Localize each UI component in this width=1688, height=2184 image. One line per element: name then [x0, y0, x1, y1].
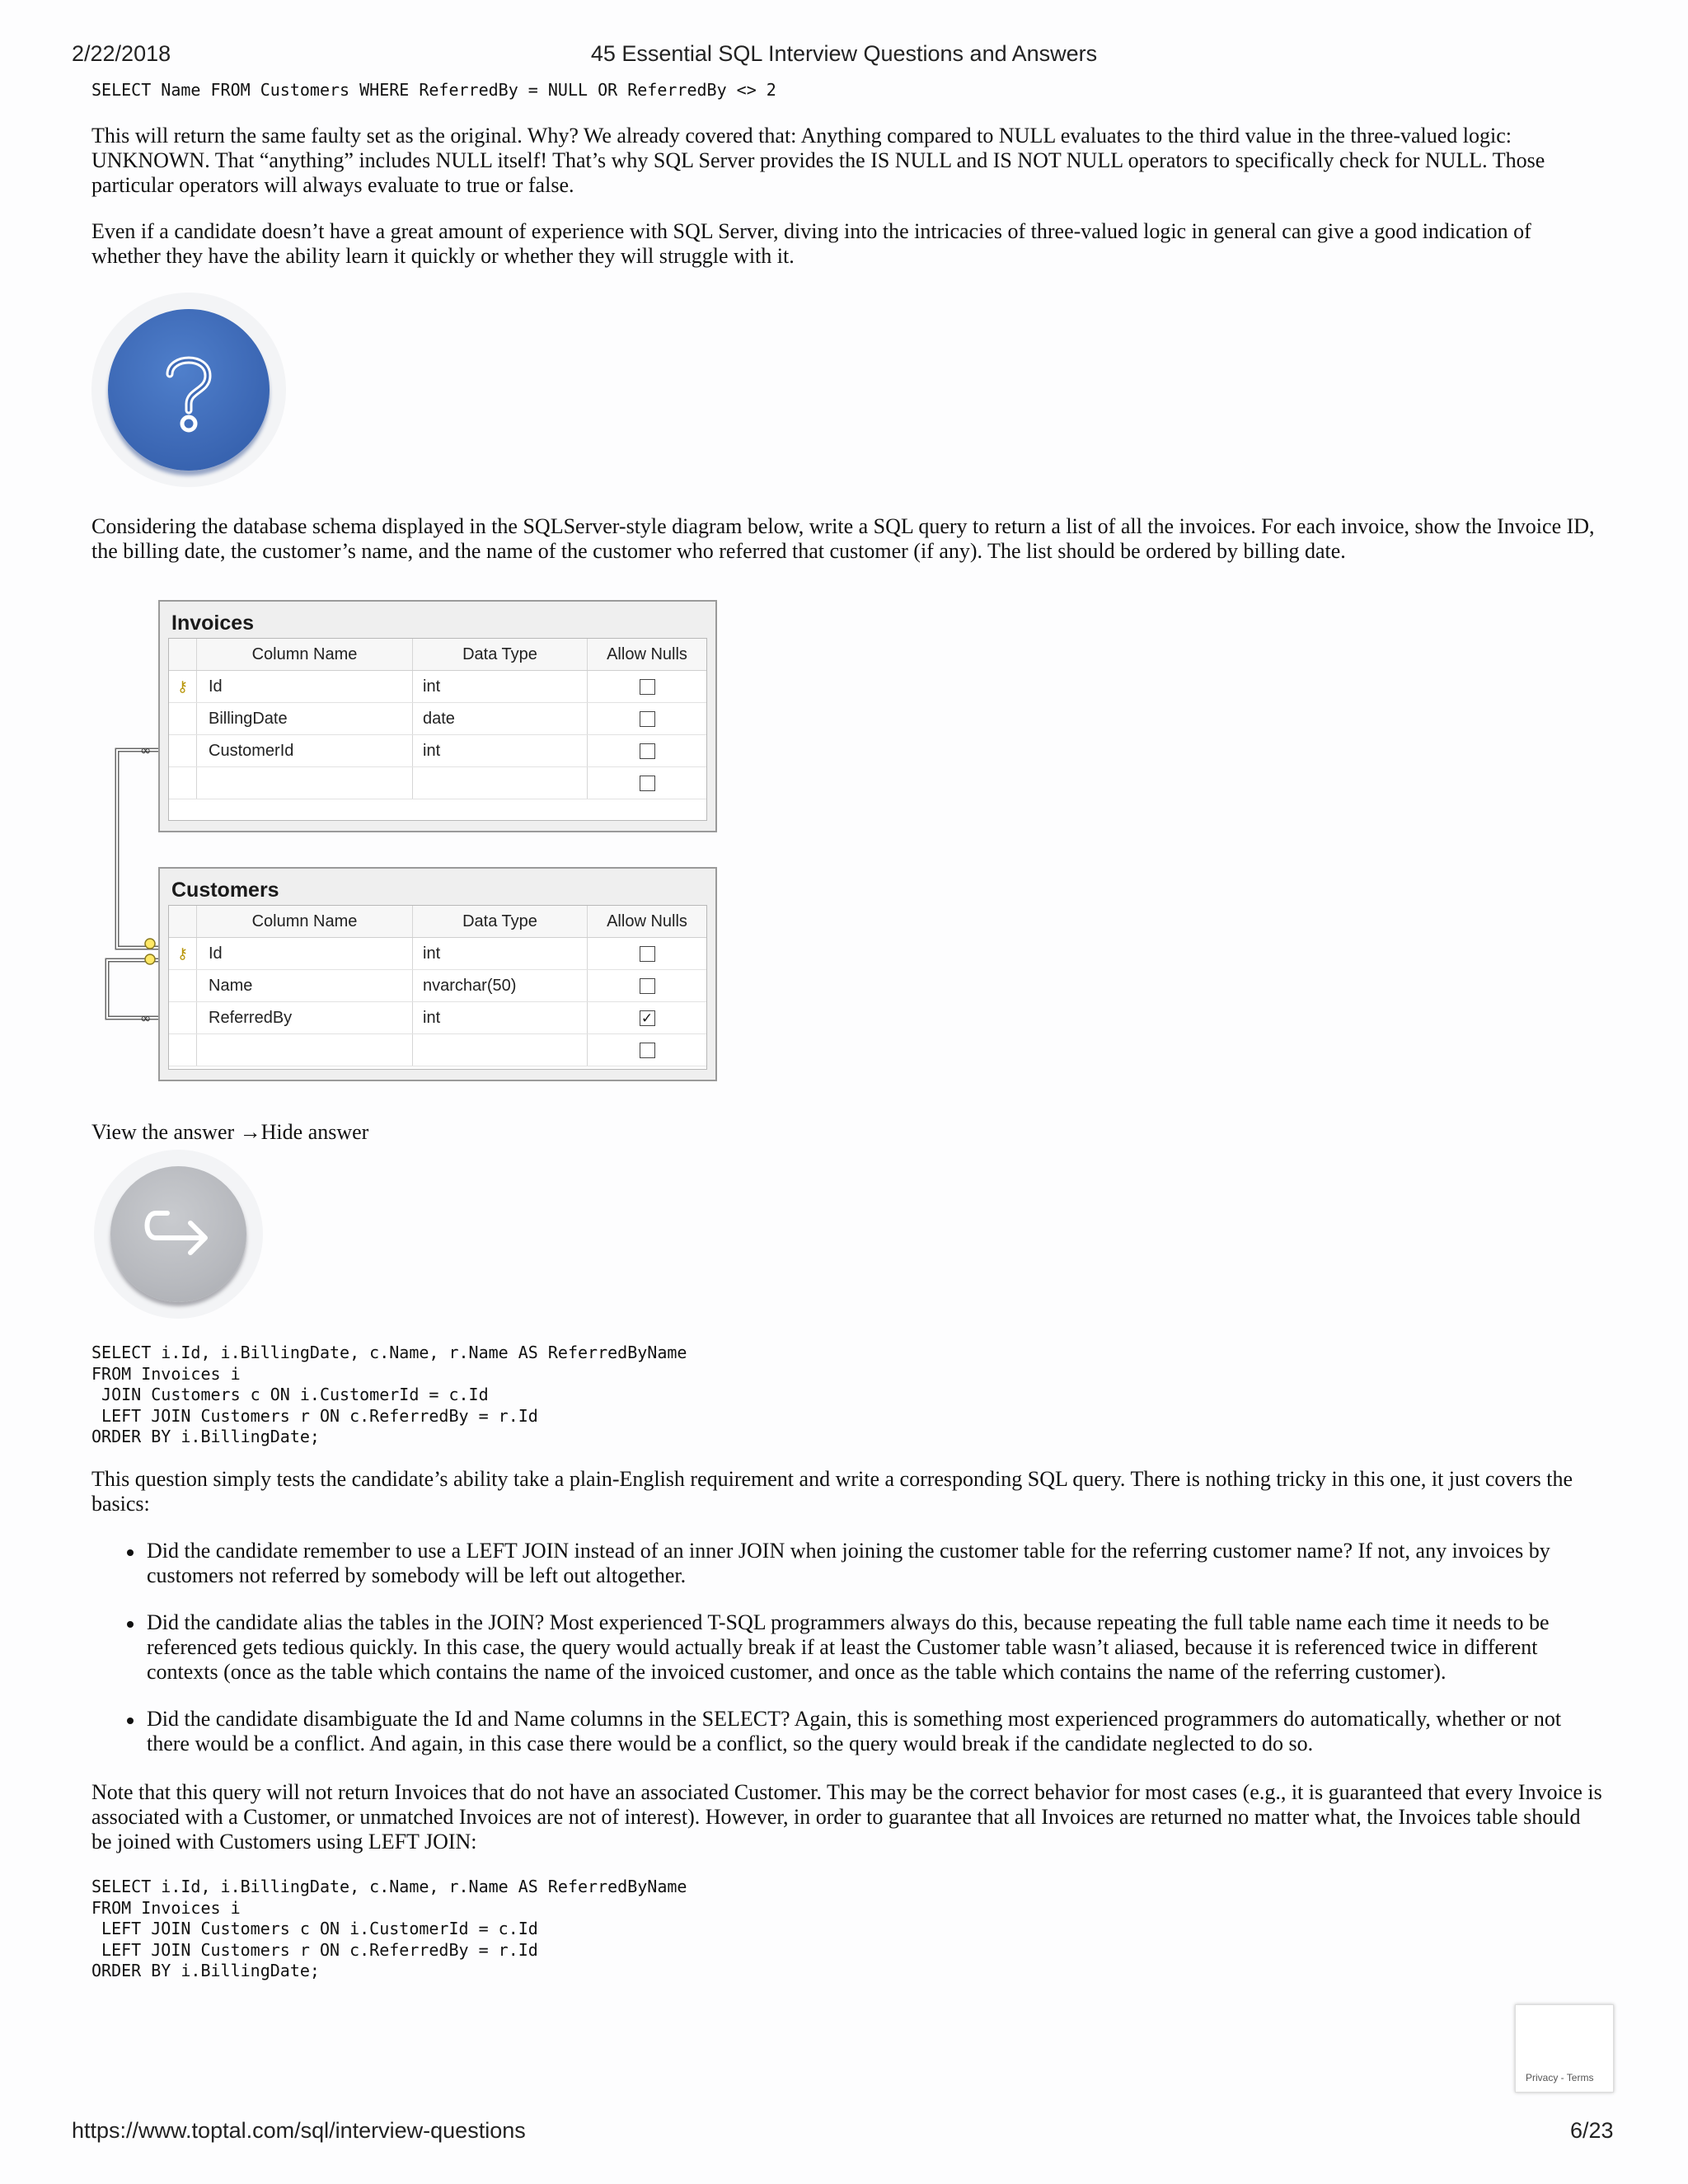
column-name-header: Column Name [197, 639, 413, 670]
data-type-cell: date [413, 703, 588, 734]
question-text: Considering the database schema displayed in the SQLServer-style diagram below, write a SQL query to return a list of all the invoices. For each invoice, show the Invoice ID, the billing date, the customer’s name, and the name of the customer who referred that customer (if any). The list should be ordered by billing date. [91, 514, 1595, 563]
invoices-grid [168, 638, 707, 821]
table-row [169, 938, 706, 970]
column-name-cell: ReferredBy [197, 1002, 413, 1033]
table-row [169, 735, 706, 767]
allow-nulls-checkbox [640, 1043, 655, 1058]
data-type-cell: nvarchar(50) [413, 970, 588, 1001]
footer-url: https://www.toptal.com/sql/interview-questions [72, 2118, 526, 2143]
data-type-cell: int [413, 671, 588, 702]
allow-nulls-header: Allow Nulls [607, 644, 687, 663]
answer-arrow-icon [138, 1202, 220, 1268]
answer-toggle-link[interactable]: View the answer →Hide answer [91, 1120, 369, 1144]
column-name-cell [197, 767, 413, 799]
paragraph-null-explanation: This will return the same faulty set as the original. Why? We already covered that: Anything compared to NULL evaluates to the third value in the three-valued logic: UNKNOWN. That “anything” includes NULL itself! That’s why SQL Server provides the IS NULL and IS NOT NULL operators to specifically check for NULL. Those particular operators will always evaluate to true or false. [91, 124, 1545, 197]
primary-key-icon: ⚷ [176, 944, 189, 962]
paragraph-three-valued-logic: Even if a candidate doesn’t have a great amount of experience with SQL Server, diving into the intricacies of three-valued logic in general can give a good indication of whether they have the ability learn it quickly or whether they will struggle with it. [91, 219, 1531, 268]
column-name-cell [197, 1034, 413, 1066]
table-row [169, 671, 706, 703]
page-number: 6/23 [1570, 2118, 1614, 2143]
table-row [169, 767, 706, 799]
list-item: Did the candidate alias the tables in the JOIN? Most experienced T-SQL programmers always do this, because repeating the full table name each time it needs to be referenced gets tedious quickly. In this case, the query would actually break if at least the Customer table wasn’t aliased, because it is referenced twice in different contexts (once as the table which contains the name of the invoiced customer, and once as the table which contains the name of the referring customer). [91, 1610, 1604, 1685]
column-name-cell: Id [197, 938, 413, 969]
column-name-cell: Name [197, 970, 413, 1001]
customers-table [158, 867, 717, 1081]
customers-table-title: Customers [171, 879, 279, 902]
invoices-table-title: Invoices [171, 612, 255, 635]
invoices-header-row [169, 639, 706, 671]
list-item: Did the candidate disambiguate the Id and Name columns in the SELECT? Again, this is something most experienced programmers do automatically, whether or not there would be a conflict. And again, in this case there would be a conflict, so the query would break if the candidate neglected to do so. [91, 1707, 1604, 1756]
column-name-header: Column Name [197, 906, 413, 937]
recaptcha-badge[interactable] [1515, 2004, 1614, 2093]
table-row [169, 1002, 706, 1034]
table-row [169, 703, 706, 735]
question-icon-badge [91, 293, 286, 487]
customers-header-row [169, 906, 706, 938]
allow-nulls-header: Allow Nulls [607, 912, 687, 930]
data-type-cell: int [413, 1002, 588, 1033]
data-type-cell [413, 1034, 588, 1066]
print-date: 2/22/2018 [72, 41, 171, 66]
table-row [169, 1034, 706, 1066]
svg-text:∞: ∞ [140, 743, 152, 758]
allow-nulls-checkbox-checked: ✓ [640, 1010, 655, 1026]
code-block-null-compare: SELECT Name FROM Customers WHERE ReferredBy = NULL OR ReferredBy <> 2 [91, 80, 776, 100]
recaptcha-privacy-terms[interactable]: Privacy - Terms [1526, 2072, 1594, 2083]
code-block-answer: SELECT i.Id, i.BillingDate, c.Name, r.Name AS ReferredByName FROM Invoices i JOIN Customers c ON i.CustomerId = c.Id LEFT JOIN Customers r ON c.ReferredBy = r.Id ORDER BY i.BillingDate; [91, 1343, 687, 1446]
data-type-cell: int [413, 938, 588, 969]
customers-grid [168, 905, 707, 1070]
page-title: 45 Essential SQL Interview Questions and Answers [590, 41, 1098, 66]
allow-nulls-checkbox [640, 978, 655, 994]
paragraph-left-join-note: Note that this query will not return Invoices that do not have an associated Customer. This may be the correct behavior for most cases (e.g., it is guaranteed that every Invoice is associated with a Customer, or unmatched Invoices are not of interest). However, in order to guarantee that all Invoices are returned no matter what, the Invoices table should be joined with Customers using LEFT JOIN: [91, 1780, 1602, 1854]
column-name-cell: Id [197, 671, 413, 702]
data-type-header: Data Type [413, 906, 588, 937]
schema-diagram [99, 598, 725, 1084]
allow-nulls-checkbox [640, 946, 655, 962]
code-block-left-join: SELECT i.Id, i.BillingDate, c.Name, r.Name AS ReferredByName FROM Invoices i LEFT JOIN Customers c ON i.CustomerId = c.Id LEFT JOIN Customers r ON c.ReferredBy = r.Id ORDER BY i.BillingDate; [91, 1877, 687, 1980]
data-type-cell: int [413, 735, 588, 766]
data-type-cell [413, 767, 588, 799]
allow-nulls-checkbox [640, 776, 655, 791]
data-type-header: Data Type [413, 639, 588, 670]
column-name-cell: BillingDate [197, 703, 413, 734]
answer-icon-badge [94, 1150, 263, 1319]
allow-nulls-checkbox [640, 743, 655, 759]
allow-nulls-checkbox [640, 711, 655, 727]
allow-nulls-checkbox [640, 679, 655, 695]
relationship-lines [99, 598, 165, 1084]
list-item: Did the candidate remember to use a LEFT JOIN instead of an inner JOIN when joining the customer table for the referring customer name? If not, any invoices by customers not referred by somebody will be left out altogether. [91, 1539, 1604, 1588]
primary-key-icon: ⚷ [176, 677, 189, 695]
column-name-cell: CustomerId [197, 735, 413, 766]
invoices-table [158, 600, 717, 832]
question-mark-icon [152, 344, 226, 435]
criteria-list [91, 1539, 1604, 1779]
svg-text:∞: ∞ [140, 1010, 152, 1026]
table-row [169, 970, 706, 1002]
paragraph-answer-explanation: This question simply tests the candidate’s ability take a plain-English requirement and write a corresponding SQL query. There is nothing tricky in this one, it just covers the basics: [91, 1467, 1573, 1516]
